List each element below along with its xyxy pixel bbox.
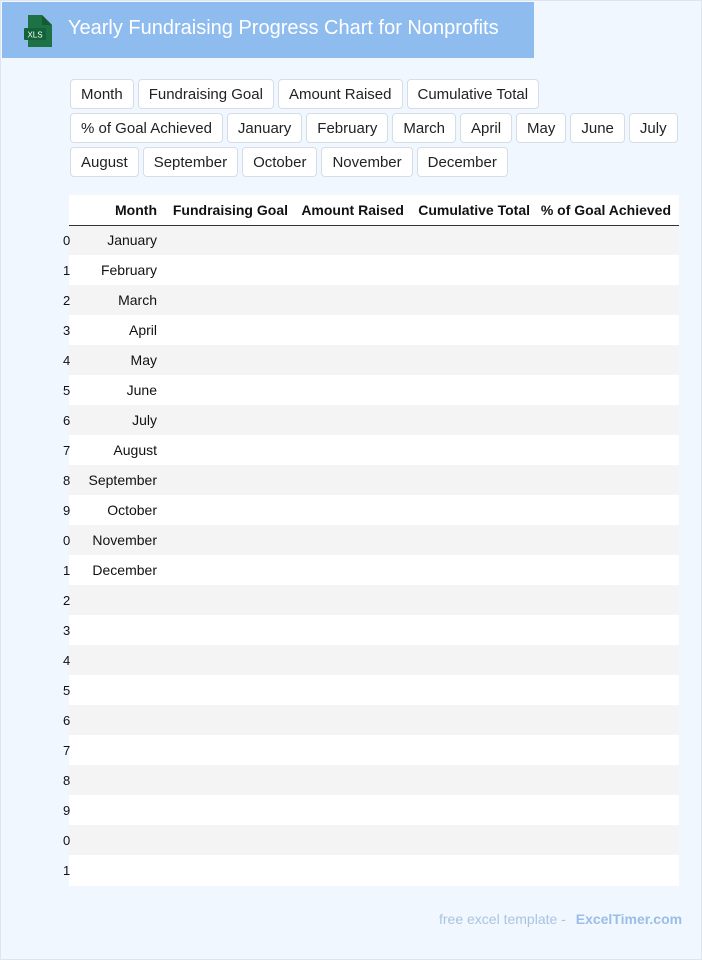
value-cell[interactable] (538, 705, 679, 735)
value-cell[interactable] (165, 315, 296, 345)
footer-text: free excel template - (439, 911, 566, 927)
table-row (69, 855, 679, 885)
month-cell[interactable] (79, 615, 165, 645)
value-cell[interactable] (165, 585, 296, 615)
month-cell[interactable]: January (107, 232, 157, 249)
month-cell[interactable] (79, 855, 165, 885)
value-cell[interactable] (296, 825, 412, 855)
value-cell[interactable] (412, 795, 538, 825)
row-index: 6 (63, 712, 71, 728)
row-index: 1 (63, 262, 71, 278)
column-chip[interactable]: % of Goal Achieved (70, 113, 223, 143)
column-chip[interactable]: March (392, 113, 456, 143)
row-index-cell (63, 255, 79, 285)
value-cell[interactable] (296, 585, 412, 615)
row-index-cell (63, 675, 79, 705)
row-index: 5 (63, 382, 71, 398)
row-index-cell (63, 225, 79, 255)
column-header: Amount Raised (296, 195, 412, 225)
row-index: 9 (63, 802, 71, 818)
row-index: 0 (63, 832, 71, 848)
value-cell[interactable] (165, 255, 296, 285)
value-cell[interactable] (296, 465, 412, 495)
value-cell[interactable] (412, 435, 538, 465)
value-cell[interactable] (412, 345, 538, 375)
column-header: Month (79, 195, 165, 225)
column-chip[interactable]: February (306, 113, 388, 143)
table-row (69, 465, 679, 495)
column-chip[interactable]: June (570, 113, 625, 143)
value-cell[interactable] (165, 405, 296, 435)
fundraising-table (63, 195, 679, 885)
value-cell[interactable] (412, 765, 538, 795)
value-cell[interactable] (296, 555, 412, 585)
row-index-cell (63, 435, 79, 465)
month-cell[interactable]: June (126, 382, 157, 398)
value-cell[interactable] (165, 855, 296, 885)
value-cell[interactable] (412, 825, 538, 855)
value-cell[interactable] (165, 225, 296, 255)
value-cell[interactable] (412, 705, 538, 735)
column-chip[interactable]: April (460, 113, 512, 143)
value-cell[interactable] (412, 675, 538, 705)
value-cell[interactable] (412, 315, 538, 345)
row-index: 4 (63, 652, 71, 668)
column-chip-list (70, 79, 690, 177)
column-header: % of Goal Achieved (538, 195, 679, 225)
row-index: 8 (63, 472, 71, 488)
value-cell[interactable] (165, 795, 296, 825)
month-cell[interactable] (79, 585, 165, 615)
value-cell[interactable] (165, 615, 296, 645)
table-row (69, 405, 679, 435)
data-table-container[interactable] (63, 195, 679, 886)
month-cell[interactable] (79, 795, 165, 825)
column-chip[interactable]: January (227, 113, 302, 143)
row-index: 1 (63, 562, 71, 578)
value-cell[interactable] (538, 225, 679, 255)
value-cell[interactable] (165, 765, 296, 795)
column-chip[interactable]: October (242, 147, 317, 177)
value-cell[interactable] (538, 645, 679, 675)
month-cell[interactable] (79, 645, 165, 675)
row-index: 7 (63, 442, 71, 458)
month-cell[interactable] (79, 705, 165, 735)
column-chip[interactable]: August (70, 147, 139, 177)
row-index-cell (63, 285, 79, 315)
row-index-cell (63, 795, 79, 825)
row-index-cell (63, 465, 79, 495)
value-cell[interactable] (165, 495, 296, 525)
column-chip[interactable]: Amount Raised (278, 79, 403, 109)
value-cell[interactable] (538, 345, 679, 375)
value-cell[interactable] (412, 855, 538, 885)
value-cell[interactable] (296, 615, 412, 645)
row-index-cell (63, 495, 79, 525)
table-row (69, 435, 679, 465)
row-index: 2 (63, 292, 71, 308)
value-cell[interactable] (412, 405, 538, 435)
month-cell[interactable]: May (130, 352, 157, 368)
value-cell[interactable] (165, 825, 296, 855)
row-index: 6 (63, 412, 71, 428)
value-cell[interactable] (412, 525, 538, 555)
month-cell[interactable]: December (92, 562, 157, 578)
table-body (63, 225, 679, 885)
value-cell[interactable] (296, 795, 412, 825)
table-row (69, 375, 679, 405)
value-cell[interactable] (538, 615, 679, 645)
column-chip[interactable]: September (143, 147, 238, 177)
value-cell[interactable] (412, 645, 538, 675)
table-row (69, 345, 679, 375)
row-index: 1 (63, 862, 71, 878)
column-chip[interactable]: December (417, 147, 508, 177)
month-cell[interactable]: October (107, 502, 157, 518)
row-index-cell (63, 555, 79, 585)
table-row (69, 615, 679, 645)
value-cell[interactable] (296, 765, 412, 795)
row-index-cell (63, 765, 79, 795)
month-cell[interactable] (79, 825, 165, 855)
table-row (69, 315, 679, 345)
row-index-cell (63, 615, 79, 645)
value-cell[interactable] (538, 405, 679, 435)
value-cell[interactable] (296, 855, 412, 885)
table-row (69, 525, 679, 555)
value-cell[interactable] (296, 315, 412, 345)
value-cell[interactable] (412, 465, 538, 495)
table-row (69, 495, 679, 525)
month-cell[interactable] (79, 675, 165, 705)
table-header-row (69, 195, 679, 225)
value-cell[interactable] (538, 315, 679, 345)
column-header: Cumulative Total (412, 195, 538, 225)
value-cell[interactable] (296, 255, 412, 285)
value-cell[interactable] (296, 345, 412, 375)
column-chip[interactable]: Cumulative Total (407, 79, 540, 109)
month-cell[interactable] (79, 765, 165, 795)
table-row (69, 735, 679, 765)
value-cell[interactable] (165, 285, 296, 315)
column-chip[interactable]: May (516, 113, 566, 143)
column-chip[interactable]: November (321, 147, 412, 177)
row-index: 0 (63, 232, 71, 248)
table-row (69, 795, 679, 825)
column-header: Fundraising Goal (165, 195, 296, 225)
column-header (69, 195, 79, 225)
row-index-cell (63, 585, 79, 615)
row-index-cell (63, 315, 79, 345)
value-cell[interactable] (412, 375, 538, 405)
value-cell[interactable] (296, 285, 412, 315)
value-cell[interactable] (538, 585, 679, 615)
table-row (69, 765, 679, 795)
value-cell[interactable] (412, 255, 538, 285)
value-cell[interactable] (538, 375, 679, 405)
value-cell[interactable] (296, 435, 412, 465)
value-cell[interactable] (538, 255, 679, 285)
value-cell[interactable] (538, 285, 679, 315)
value-cell[interactable] (296, 675, 412, 705)
month-cell[interactable]: February (100, 262, 157, 278)
table-row (69, 285, 679, 315)
value-cell[interactable] (296, 405, 412, 435)
row-index: 9 (63, 502, 71, 518)
value-cell[interactable] (538, 525, 679, 555)
table-row (69, 825, 679, 855)
value-cell[interactable] (412, 225, 538, 255)
column-chip[interactable]: Fundraising Goal (138, 79, 274, 109)
value-cell[interactable] (538, 495, 679, 525)
value-cell[interactable] (538, 765, 679, 795)
row-index: 2 (63, 592, 71, 608)
value-cell[interactable] (538, 735, 679, 765)
value-cell[interactable] (165, 435, 296, 465)
value-cell[interactable] (296, 645, 412, 675)
value-cell[interactable] (165, 705, 296, 735)
row-index: 8 (63, 772, 71, 788)
value-cell[interactable] (165, 675, 296, 705)
table-row (69, 255, 679, 285)
table-row (69, 675, 679, 705)
footer-brand-link[interactable]: ExcelTimer.com (575, 911, 683, 927)
value-cell[interactable] (296, 735, 412, 765)
title-bar (2, 2, 534, 58)
value-cell[interactable] (538, 435, 679, 465)
value-cell[interactable] (165, 345, 296, 375)
value-cell[interactable] (296, 495, 412, 525)
row-index-cell (63, 405, 79, 435)
value-cell[interactable] (538, 855, 679, 885)
value-cell[interactable] (538, 825, 679, 855)
value-cell[interactable] (412, 285, 538, 315)
value-cell[interactable] (165, 525, 296, 555)
value-cell[interactable] (165, 375, 296, 405)
row-index-cell (63, 525, 79, 555)
month-cell[interactable]: July (132, 412, 157, 428)
row-index: 0 (63, 532, 71, 548)
page-title: Yearly Fundraising Progress Chart for Nonprofits (68, 17, 499, 39)
table-row (69, 585, 679, 615)
value-cell[interactable] (412, 495, 538, 525)
value-cell[interactable] (296, 705, 412, 735)
value-cell[interactable] (296, 375, 412, 405)
month-cell[interactable] (79, 735, 165, 765)
table-row (69, 705, 679, 735)
table-row (69, 645, 679, 675)
row-index: 3 (63, 322, 71, 338)
month-cell[interactable]: March (118, 292, 157, 308)
column-chip[interactable]: July (629, 113, 678, 143)
row-index-cell (63, 645, 79, 675)
value-cell[interactable] (538, 465, 679, 495)
value-cell[interactable] (165, 645, 296, 675)
value-cell[interactable] (412, 615, 538, 645)
value-cell[interactable] (412, 585, 538, 615)
row-index: 4 (63, 352, 71, 368)
table-row (69, 225, 679, 255)
value-cell[interactable] (412, 555, 538, 585)
row-index-cell (63, 375, 79, 405)
table-row (69, 555, 679, 585)
month-cell[interactable]: April (128, 322, 157, 338)
row-index: 7 (63, 742, 71, 758)
row-index-cell (63, 705, 79, 735)
value-cell[interactable] (296, 525, 412, 555)
row-index-cell (63, 735, 79, 765)
value-cell[interactable] (538, 795, 679, 825)
column-chip[interactable]: Month (70, 79, 134, 109)
value-cell[interactable] (165, 555, 296, 585)
month-cell[interactable]: August (113, 442, 157, 458)
value-cell[interactable] (412, 735, 538, 765)
value-cell[interactable] (538, 555, 679, 585)
excel-file-icon (24, 15, 52, 47)
row-index: 3 (63, 622, 71, 638)
file-icon-label: XLS (27, 30, 43, 40)
row-index-cell (63, 855, 79, 885)
value-cell[interactable] (165, 465, 296, 495)
month-cell[interactable]: November (92, 532, 157, 548)
value-cell[interactable] (165, 735, 296, 765)
value-cell[interactable] (538, 675, 679, 705)
row-index-cell (63, 825, 79, 855)
footer-credit (439, 911, 682, 927)
month-cell[interactable]: September (88, 472, 157, 488)
value-cell[interactable] (296, 225, 412, 255)
row-index: 5 (63, 682, 71, 698)
row-index-cell (63, 345, 79, 375)
